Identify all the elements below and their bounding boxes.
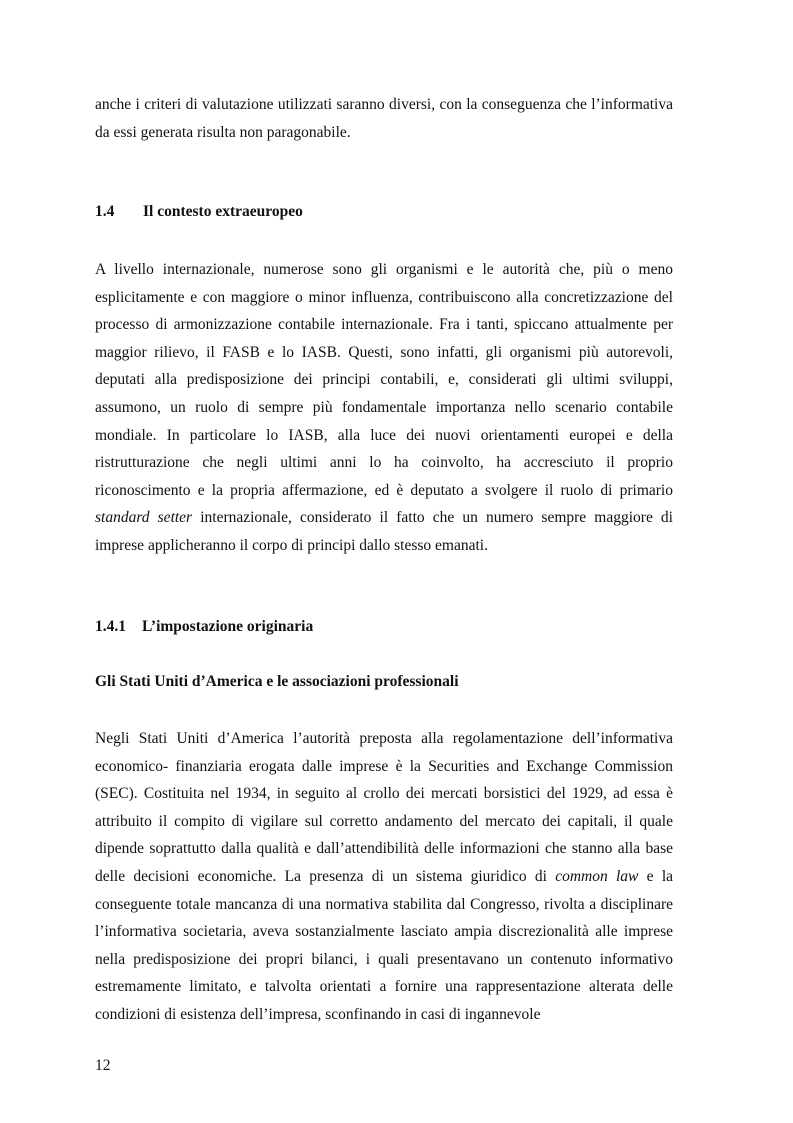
paragraph-1-text-end: internazionale, considerato il fatto che un numero sempre maggiore di imprese applicheranno il corpo di principi dallo stesso emanati. (95, 509, 673, 554)
section-heading (95, 203, 303, 221)
paragraph-1-emphasis: standard setter (95, 509, 193, 527)
paragraph-2-emphasis: common law (555, 867, 639, 885)
page-number: 12 (95, 1057, 111, 1074)
body-paragraph-1 (95, 256, 673, 560)
paragraph-2-text-start: Negli Stati Uniti d’America l’autorità preposta alla regolamentazione dell’informativa economico- finanziaria erogata dalle imprese è la Securities and Exchange Commission (SEC). Costituita nel 1934, in seguito al crollo dei mercati borsistici del 1929, ad essa è attribuito il compito di vigilare sul corretto andamento del mercato dei capitali, il quale dipende soprattutto dalla qualità e dall’attendibilità delle informazioni che stanno alla base delle decisioni economiche. La presenza di un sistema giuridico di (95, 730, 673, 885)
subsection-number: 1.4.1 (95, 618, 126, 635)
section-number: 1.4 (95, 203, 115, 220)
subsection-title: L’impostazione originaria (142, 618, 314, 635)
section-title: Il contesto extraeuropeo (143, 203, 303, 220)
body-paragraph-2 (95, 725, 673, 1029)
paragraph-2-text-end: e la conseguente totale mancanza di una normativa stabilita dal Congresso, rivolta a disciplinare l’informativa societaria, aveva sostanzialmente lasciato ampia discrezionalità alle imprese nella predisposizione dei propri bilanci, i quali presentavano un contenuto informativo estremamente limitato, e talvolta orientati a fornire una rappresentazione alterata delle condizioni di esistenza dell’impresa, sconfinando in casi di ingannevole (95, 867, 674, 1023)
subheading: Gli Stati Uniti d’America e le associazioni professionali (95, 673, 459, 690)
paragraph-1-text-start: A livello internazionale, numerose sono gli organismi e le autorità che, più o meno esplicitamente e con maggiore o minor influenza, contribuiscono alla concretizzazione del processo di armonizzazione contabile internazionale. Fra i tanti, spiccano attualmente per maggior rilievo, il FASB e lo IASB. Questi, sono infatti, gli organismi più autorevoli, deputati alla predisposizione dei principi contabili, e, considerati gli ultimi sviluppi, assumono, un ruolo di sempre più fondamentale importanza nello scenario contabile mondiale. In particolare lo IASB, alla luce dei nuovi orientamenti europei e della ristrutturazione che negli ultimi anni lo ha coinvolto, ha accresciuto il proprio riconoscimento e la propria affermazione, ed è deputato a svolgere il ruolo di primario (95, 261, 673, 499)
subsection-heading (95, 618, 313, 636)
intro-paragraph: anche i criteri di valutazione utilizzati saranno diversi, con la conseguenza che l’informativa da essi generata risulta non paragonabile. (95, 96, 673, 141)
